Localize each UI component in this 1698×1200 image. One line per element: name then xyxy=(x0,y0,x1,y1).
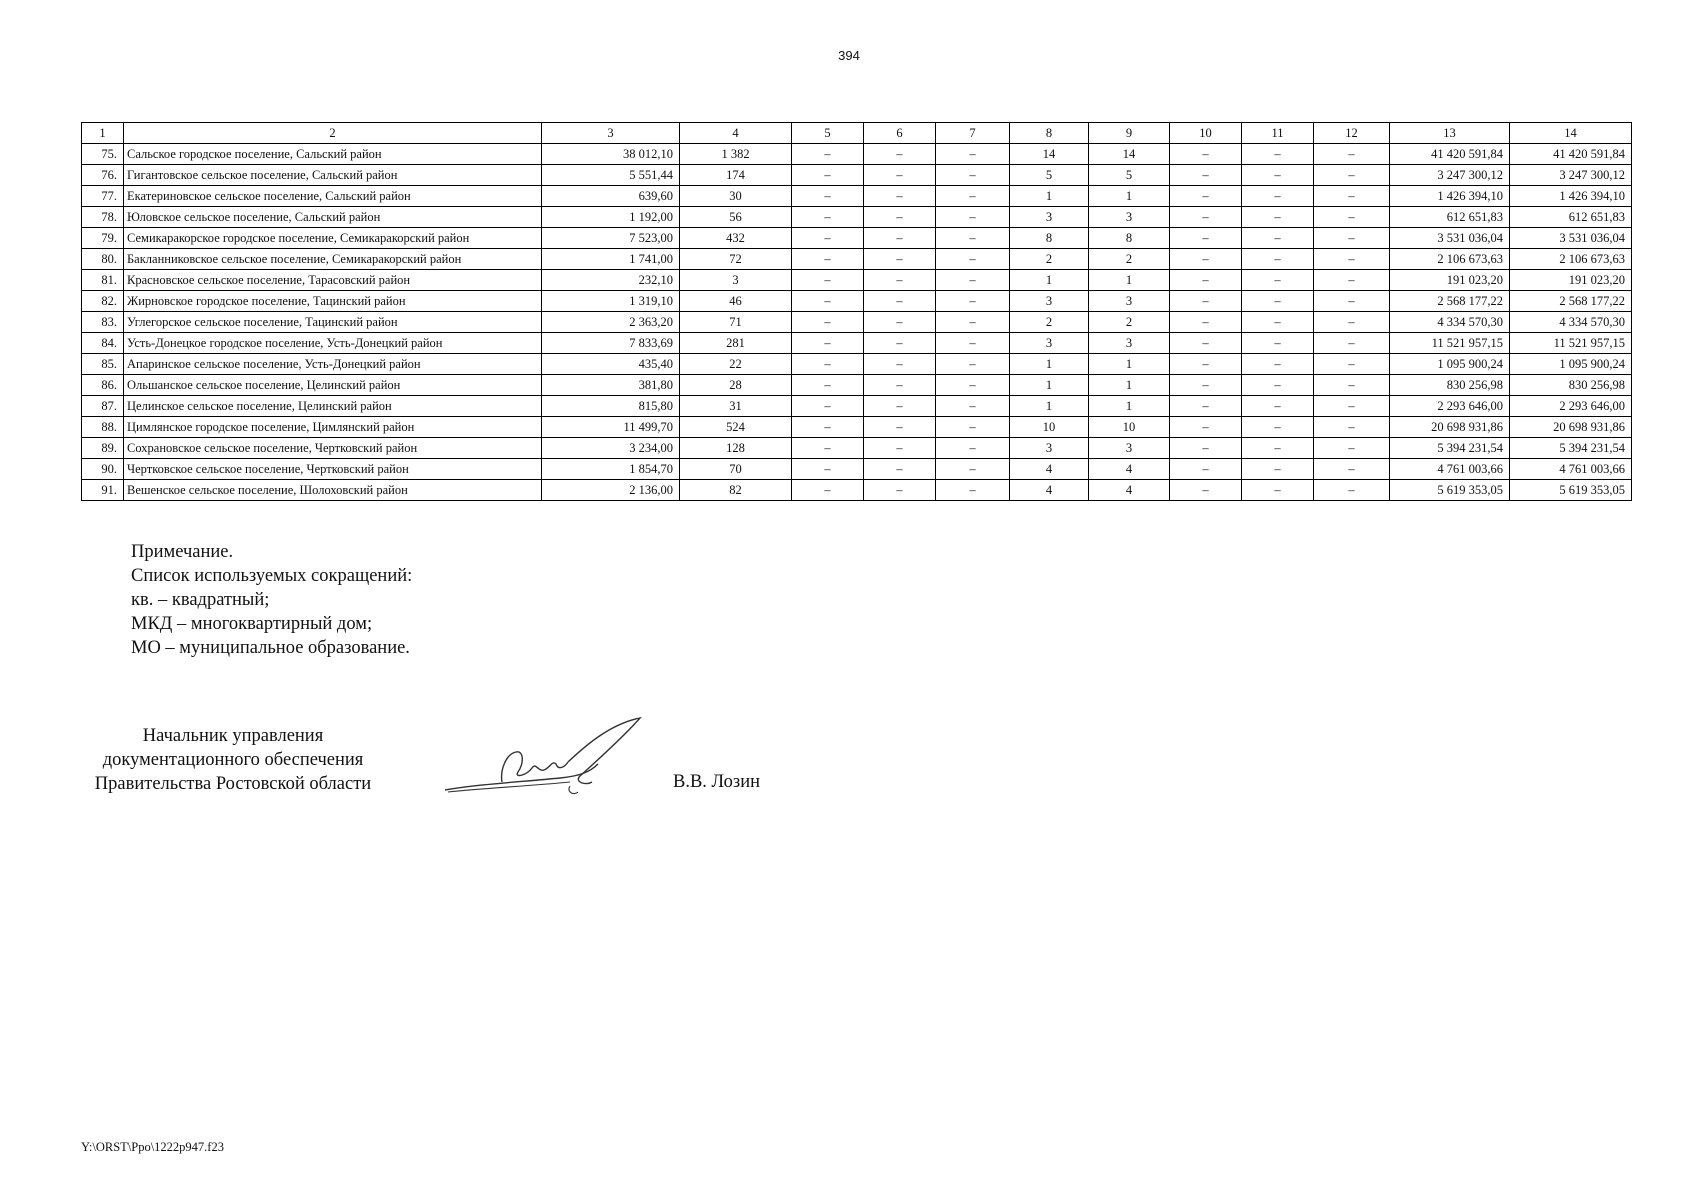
signatory-position-line: Начальник управления xyxy=(142,726,324,746)
table-cell: 3 xyxy=(1010,333,1089,354)
table-cell: 2 293 646,00 xyxy=(1390,396,1510,417)
signatory-position-line: Правительства Ростовской области xyxy=(94,774,372,794)
table-cell: 2 xyxy=(1010,312,1089,333)
table-cell: – xyxy=(792,438,864,459)
column-header: 3 xyxy=(542,123,680,144)
table-cell: 1 xyxy=(1089,375,1170,396)
note-title: Примечание. xyxy=(131,542,234,562)
table-cell: Усть-Донецкое городское поселение, Усть-Донецкий район xyxy=(124,333,542,354)
table-cell: 8 xyxy=(1089,228,1170,249)
table-cell: – xyxy=(864,207,936,228)
table-cell: – xyxy=(936,207,1010,228)
table-cell: 3 xyxy=(1089,291,1170,312)
table-cell: 5 394 231,54 xyxy=(1510,438,1632,459)
table-cell: 41 420 591,84 xyxy=(1510,144,1632,165)
table-cell: – xyxy=(1242,480,1314,501)
table-cell: 2 xyxy=(1089,249,1170,270)
table-cell: 1 xyxy=(1010,375,1089,396)
table-cell: 84. xyxy=(82,333,124,354)
table-cell: 3 247 300,12 xyxy=(1510,165,1632,186)
table-cell: – xyxy=(1170,480,1242,501)
table-cell: – xyxy=(864,438,936,459)
table-cell: 1 xyxy=(1089,186,1170,207)
table-cell: 77. xyxy=(82,186,124,207)
table-row xyxy=(82,354,1632,375)
table-cell: – xyxy=(1314,354,1390,375)
table-cell: – xyxy=(792,417,864,438)
table-cell: – xyxy=(936,144,1010,165)
table-cell: 86. xyxy=(82,375,124,396)
table-cell: 10 xyxy=(1089,417,1170,438)
table-cell: – xyxy=(1314,417,1390,438)
table-cell: – xyxy=(864,459,936,480)
table-cell: – xyxy=(1242,333,1314,354)
table-cell: 830 256,98 xyxy=(1390,375,1510,396)
column-header: 8 xyxy=(1010,123,1089,144)
table-cell: – xyxy=(864,333,936,354)
table-row xyxy=(82,375,1632,396)
table-cell: 524 xyxy=(680,417,792,438)
table-cell: – xyxy=(1314,228,1390,249)
note-item: МКД – многоквартирный дом; xyxy=(131,614,373,634)
table-cell: 2 106 673,63 xyxy=(1390,249,1510,270)
table-row xyxy=(82,165,1632,186)
table-row xyxy=(82,249,1632,270)
table-cell: 3 xyxy=(680,270,792,291)
table-cell: 28 xyxy=(680,375,792,396)
table-cell: 81. xyxy=(82,270,124,291)
table-cell: – xyxy=(936,459,1010,480)
table-cell: – xyxy=(1242,438,1314,459)
table-cell: – xyxy=(936,417,1010,438)
table-cell: – xyxy=(1314,291,1390,312)
table-cell: 174 xyxy=(680,165,792,186)
table-cell: 639,60 xyxy=(542,186,680,207)
table-cell: – xyxy=(1242,228,1314,249)
table-cell: 11 499,70 xyxy=(542,417,680,438)
table-cell: – xyxy=(936,333,1010,354)
table-cell: 1 192,00 xyxy=(542,207,680,228)
table-cell: – xyxy=(864,417,936,438)
table-cell: – xyxy=(792,144,864,165)
table-cell: 1 382 xyxy=(680,144,792,165)
signer-name: В.В. Лозин xyxy=(673,772,760,792)
table-cell: 1 xyxy=(1089,354,1170,375)
table-cell: – xyxy=(936,375,1010,396)
table-cell: – xyxy=(1242,186,1314,207)
table-cell: 72 xyxy=(680,249,792,270)
table-cell: 1 426 394,10 xyxy=(1390,186,1510,207)
table-cell: Юловское сельское поселение, Сальский район xyxy=(124,207,542,228)
table-cell: 7 523,00 xyxy=(542,228,680,249)
table-cell: 91. xyxy=(82,480,124,501)
table-cell: – xyxy=(1314,207,1390,228)
table-cell: 88. xyxy=(82,417,124,438)
table-cell: – xyxy=(1314,375,1390,396)
table-row xyxy=(82,207,1632,228)
table-cell: 89. xyxy=(82,438,124,459)
column-header: 12 xyxy=(1314,123,1390,144)
table-cell: – xyxy=(936,270,1010,291)
column-header: 13 xyxy=(1390,123,1510,144)
table-cell: – xyxy=(864,480,936,501)
table-cell: 381,80 xyxy=(542,375,680,396)
column-header: 10 xyxy=(1170,123,1242,144)
table-cell: 80. xyxy=(82,249,124,270)
table-cell: – xyxy=(792,480,864,501)
table-cell: 20 698 931,86 xyxy=(1390,417,1510,438)
table-cell: – xyxy=(1170,207,1242,228)
table-cell: 191 023,20 xyxy=(1510,270,1632,291)
table-cell: 1 xyxy=(1010,354,1089,375)
table-cell: 78. xyxy=(82,207,124,228)
table-cell: 1 095 900,24 xyxy=(1390,354,1510,375)
table-cell: 5 619 353,05 xyxy=(1510,480,1632,501)
table-cell: – xyxy=(864,228,936,249)
handwritten-signature xyxy=(440,712,650,804)
table-cell: 3 xyxy=(1089,333,1170,354)
table-cell: – xyxy=(792,249,864,270)
table-cell: – xyxy=(1242,207,1314,228)
table-cell: – xyxy=(1170,354,1242,375)
column-header: 14 xyxy=(1510,123,1632,144)
table-cell: – xyxy=(936,249,1010,270)
table-cell: Сальское городское поселение, Сальский район xyxy=(124,144,542,165)
table-row xyxy=(82,333,1632,354)
table-cell: – xyxy=(792,333,864,354)
table-row xyxy=(82,228,1632,249)
table-cell: 4 xyxy=(1010,480,1089,501)
table-row xyxy=(82,396,1632,417)
table-cell: 38 012,10 xyxy=(542,144,680,165)
table-row xyxy=(82,459,1632,480)
table-cell: – xyxy=(1170,291,1242,312)
table-cell: 435,40 xyxy=(542,354,680,375)
table-cell: 76. xyxy=(82,165,124,186)
table-cell: 8 xyxy=(1010,228,1089,249)
table-cell: – xyxy=(1170,249,1242,270)
table-cell: – xyxy=(1170,438,1242,459)
table-cell: 1 854,70 xyxy=(542,459,680,480)
table-cell: 90. xyxy=(82,459,124,480)
table-cell: 75. xyxy=(82,144,124,165)
note-list-heading: Список используемых сокращений: xyxy=(131,566,413,586)
table-cell: – xyxy=(1242,144,1314,165)
table-cell: 3 xyxy=(1010,291,1089,312)
column-header: 2 xyxy=(124,123,542,144)
table-cell: – xyxy=(864,144,936,165)
table-cell: – xyxy=(936,312,1010,333)
table-cell: – xyxy=(1170,333,1242,354)
table-cell: 82 xyxy=(680,480,792,501)
table-cell: 71 xyxy=(680,312,792,333)
table-cell: – xyxy=(864,165,936,186)
table-cell: 3 234,00 xyxy=(542,438,680,459)
table-cell: 1 319,10 xyxy=(542,291,680,312)
table-row xyxy=(82,480,1632,501)
table-cell: – xyxy=(1170,312,1242,333)
table-cell: 41 420 591,84 xyxy=(1390,144,1510,165)
table-header-row xyxy=(82,123,1632,144)
table-cell: – xyxy=(1242,312,1314,333)
table-cell: 3 xyxy=(1010,438,1089,459)
table-cell: – xyxy=(1314,333,1390,354)
table-cell: 1 095 900,24 xyxy=(1510,354,1632,375)
table-cell: – xyxy=(792,228,864,249)
table-cell: 79. xyxy=(82,228,124,249)
table-cell: 14 xyxy=(1010,144,1089,165)
table-cell: 2 568 177,22 xyxy=(1390,291,1510,312)
table-cell: – xyxy=(936,438,1010,459)
table-cell: Гигантовское сельское поселение, Сальский район xyxy=(124,165,542,186)
table-cell: 5 551,44 xyxy=(542,165,680,186)
table-cell: – xyxy=(1170,396,1242,417)
table-cell: – xyxy=(1242,165,1314,186)
column-header: 6 xyxy=(864,123,936,144)
table-cell: 3 xyxy=(1010,207,1089,228)
table-cell: 232,10 xyxy=(542,270,680,291)
table-cell: – xyxy=(1314,165,1390,186)
table-cell: 1 xyxy=(1089,396,1170,417)
table-cell: – xyxy=(1314,249,1390,270)
table-cell: – xyxy=(1242,396,1314,417)
table-cell: Цимлянское городское поселение, Цимлянский район xyxy=(124,417,542,438)
table-cell: – xyxy=(1314,270,1390,291)
table-cell: 87. xyxy=(82,396,124,417)
table-cell: – xyxy=(1242,354,1314,375)
table-cell: Жирновское городское поселение, Тацинский район xyxy=(124,291,542,312)
column-header: 11 xyxy=(1242,123,1314,144)
table-cell: 4 xyxy=(1089,480,1170,501)
table-cell: – xyxy=(1242,270,1314,291)
table-cell: 14 xyxy=(1089,144,1170,165)
table-cell: – xyxy=(864,375,936,396)
table-cell: 83. xyxy=(82,312,124,333)
table-cell: 2 293 646,00 xyxy=(1510,396,1632,417)
table-cell: – xyxy=(864,291,936,312)
table-cell: 2 xyxy=(1089,312,1170,333)
table-cell: – xyxy=(1314,312,1390,333)
table-cell: – xyxy=(1170,186,1242,207)
table-cell: Вешенское сельское поселение, Шолоховский район xyxy=(124,480,542,501)
table-cell: Апаринское сельское поселение, Усть-Донецкий район xyxy=(124,354,542,375)
table-cell: – xyxy=(1170,459,1242,480)
table-cell: – xyxy=(936,396,1010,417)
table-cell: 85. xyxy=(82,354,124,375)
table-cell: 191 023,20 xyxy=(1390,270,1510,291)
table-cell: 432 xyxy=(680,228,792,249)
table-cell: Сохрановское сельское поселение, Чертковский район xyxy=(124,438,542,459)
table-cell: – xyxy=(1314,438,1390,459)
table-row xyxy=(82,144,1632,165)
table-cell: 22 xyxy=(680,354,792,375)
note-item: кв. – квадратный; xyxy=(131,590,270,610)
table-cell: 20 698 931,86 xyxy=(1510,417,1632,438)
table-cell: – xyxy=(1170,165,1242,186)
table-cell: – xyxy=(864,312,936,333)
signatory-position-line: документационного обеспечения xyxy=(102,750,364,770)
table-cell: – xyxy=(936,165,1010,186)
table-cell: 2 363,20 xyxy=(542,312,680,333)
table-cell: – xyxy=(1170,144,1242,165)
table-cell: 4 334 570,30 xyxy=(1510,312,1632,333)
table-cell: 30 xyxy=(680,186,792,207)
table-cell: – xyxy=(792,312,864,333)
table-cell: – xyxy=(1170,417,1242,438)
table-cell: Красновское сельское поселение, Тарасовский район xyxy=(124,270,542,291)
table-cell: 612 651,83 xyxy=(1510,207,1632,228)
table-cell: 1 741,00 xyxy=(542,249,680,270)
table-cell: – xyxy=(1242,249,1314,270)
table-cell: 4 761 003,66 xyxy=(1390,459,1510,480)
table-cell: – xyxy=(1314,480,1390,501)
table-cell: 3 531 036,04 xyxy=(1510,228,1632,249)
table-cell: 2 136,00 xyxy=(542,480,680,501)
table-cell: 10 xyxy=(1010,417,1089,438)
table-cell: – xyxy=(1242,417,1314,438)
table-cell: 4 334 570,30 xyxy=(1390,312,1510,333)
table-cell: 7 833,69 xyxy=(542,333,680,354)
table-cell: – xyxy=(864,186,936,207)
table-cell: 1 xyxy=(1010,396,1089,417)
table-cell: Семикаракорское городское поселение, Семикаракорский район xyxy=(124,228,542,249)
column-header: 9 xyxy=(1089,123,1170,144)
table-cell: – xyxy=(864,249,936,270)
table-cell: 31 xyxy=(680,396,792,417)
table-cell: – xyxy=(792,396,864,417)
table-cell: 56 xyxy=(680,207,792,228)
page-number: 394 xyxy=(838,48,860,63)
column-header: 7 xyxy=(936,123,1010,144)
table-cell: 4 xyxy=(1010,459,1089,480)
table-cell: – xyxy=(864,270,936,291)
table-cell: 5 394 231,54 xyxy=(1390,438,1510,459)
table-cell: Чертковское сельское поселение, Чертковский район xyxy=(124,459,542,480)
table-cell: – xyxy=(792,459,864,480)
table-cell: – xyxy=(936,354,1010,375)
table-cell: 5 xyxy=(1089,165,1170,186)
table-cell: 3 xyxy=(1089,438,1170,459)
table-cell: 46 xyxy=(680,291,792,312)
table-cell: – xyxy=(792,354,864,375)
table-cell: Углегорское сельское поселение, Тацинский район xyxy=(124,312,542,333)
table-cell: 1 xyxy=(1010,186,1089,207)
table-cell: – xyxy=(792,207,864,228)
table-cell: 2 xyxy=(1010,249,1089,270)
table-cell: – xyxy=(1170,270,1242,291)
table-cell: 3 531 036,04 xyxy=(1390,228,1510,249)
table-body xyxy=(82,144,1632,501)
table-cell: – xyxy=(864,396,936,417)
table-cell: – xyxy=(1242,459,1314,480)
table-cell: Екатериновское сельское поселение, Сальский район xyxy=(124,186,542,207)
table-cell: Целинское сельское поселение, Целинский район xyxy=(124,396,542,417)
table-cell: 3 xyxy=(1089,207,1170,228)
table-cell: 82. xyxy=(82,291,124,312)
table-cell: 11 521 957,15 xyxy=(1510,333,1632,354)
table-row xyxy=(82,417,1632,438)
table-cell: 5 xyxy=(1010,165,1089,186)
abbreviations-note xyxy=(131,540,412,660)
table-cell: – xyxy=(936,480,1010,501)
table-cell: – xyxy=(1314,144,1390,165)
table-row xyxy=(82,291,1632,312)
signatory-position xyxy=(76,724,390,796)
table-cell: 70 xyxy=(680,459,792,480)
table-cell: 1 426 394,10 xyxy=(1510,186,1632,207)
table-cell: 2 106 673,63 xyxy=(1510,249,1632,270)
column-header: 1 xyxy=(82,123,124,144)
table-cell: 5 619 353,05 xyxy=(1390,480,1510,501)
table-cell: 1 xyxy=(1089,270,1170,291)
table-row xyxy=(82,438,1632,459)
table-cell: 612 651,83 xyxy=(1390,207,1510,228)
table-cell: – xyxy=(792,291,864,312)
table-row xyxy=(82,186,1632,207)
table-cell: – xyxy=(1242,291,1314,312)
table-cell: 4 761 003,66 xyxy=(1510,459,1632,480)
table-cell: 128 xyxy=(680,438,792,459)
table-cell: – xyxy=(792,186,864,207)
table-row xyxy=(82,270,1632,291)
column-header: 4 xyxy=(680,123,792,144)
table-cell: 1 xyxy=(1010,270,1089,291)
table-cell: – xyxy=(936,291,1010,312)
table-cell: – xyxy=(792,375,864,396)
table-cell: – xyxy=(1242,375,1314,396)
table-cell: – xyxy=(1170,375,1242,396)
table-cell: 830 256,98 xyxy=(1510,375,1632,396)
table-cell: – xyxy=(936,228,1010,249)
note-item: МО – муниципальное образование. xyxy=(131,638,410,658)
table-cell: – xyxy=(1314,186,1390,207)
table-cell: 3 247 300,12 xyxy=(1390,165,1510,186)
table-cell: – xyxy=(1314,459,1390,480)
table-cell: – xyxy=(1314,396,1390,417)
table-cell: 11 521 957,15 xyxy=(1390,333,1510,354)
table-cell: Бакланниковское сельское поселение, Семикаракорский район xyxy=(124,249,542,270)
table-cell: 2 568 177,22 xyxy=(1510,291,1632,312)
data-table xyxy=(81,122,1632,501)
table-cell: – xyxy=(864,354,936,375)
file-path: Y:\ORST\Ppo\1222p947.f23 xyxy=(81,1140,224,1154)
table-cell: – xyxy=(1170,228,1242,249)
table-cell: – xyxy=(792,165,864,186)
column-header: 5 xyxy=(792,123,864,144)
table-cell: 815,80 xyxy=(542,396,680,417)
table-cell: – xyxy=(936,186,1010,207)
table-cell: 4 xyxy=(1089,459,1170,480)
table-cell: 281 xyxy=(680,333,792,354)
table-cell: Ольшанское сельское поселение, Целинский район xyxy=(124,375,542,396)
table-cell: – xyxy=(792,270,864,291)
table-row xyxy=(82,312,1632,333)
